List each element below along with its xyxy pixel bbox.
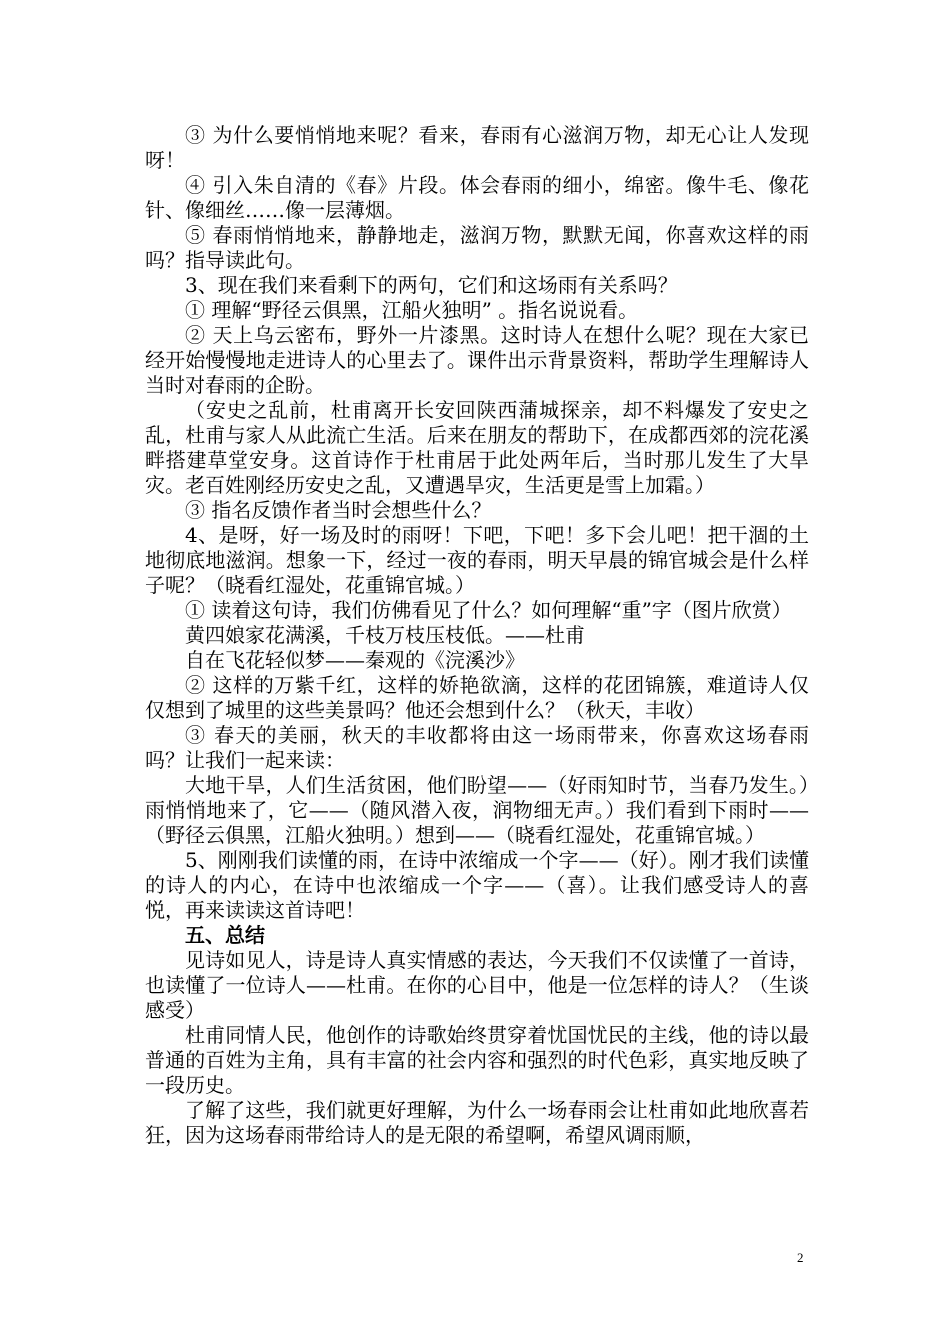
paragraph: ① 读着这句诗，我们仿佛看见了什么？如何理解“重”字（图片欣赏） [185,598,792,622]
paragraph: 黄四娘家花满溪，千枝万枝压枝低。——杜甫 [185,623,585,647]
paragraph: ② 天上乌云密布，野外一片漆黑。这时诗人在想什么呢？现在大家已经开始慢慢地走进诗人的心里去了。课件出示背景资料，帮助学生理解诗人当时对春雨的企盼。 [145,323,809,397]
paragraph: ② 这样的万紫千红，这样的娇艳欲滴，这样的花团锦簇，难道诗人仅仅想到了城里的这些美景吗？他还会想到什么？（秋天，丰收） [145,673,809,722]
section-heading: 五、总结 [185,923,265,947]
paragraph: ③ 指名反馈作者当时会想些什么？ [185,498,492,522]
paragraph: ③ 为什么要悄悄地来呢？看来，春雨有心滋润万物，却无心让人发现呀！ [145,123,809,172]
paragraph: 3、现在我们来看剩下的两句，它们和这场雨有关系吗？ [185,273,678,297]
paragraph: 自在飞花轻似梦——秦观的《浣溪沙》 [185,648,525,672]
paragraph: 了解了这些，我们就更好理解，为什么一场春雨会让杜甫如此地欣喜若狂，因为这场春雨带给诗人的是无限的希望啊，希望风调雨顺， [145,1098,809,1147]
paragraph: 大地干旱，人们生活贫困，他们盼望——（好雨知时节，当春乃发生。）雨悄悄地来了，它——（随风潜入夜，润物细无声。）我们看到下雨时——（野径云俱黑，江船火独明。）想到——（晓看红湿处，花重锦官城。） [145,773,809,847]
paragraph: （安史之乱前，杜甫离开长安回陕西蒲城探亲，却不料爆发了安史之乱，杜甫与家人从此流亡生活。后来在朋友的帮助下，在成都西郊的浣花溪畔搭建草堂安身。这首诗作于杜甫居于此处两年后，当时那儿发生了大旱灾。老百姓刚经历安史之乱，又遭遇旱灾，生活更是雪上加霜。） [145,398,809,497]
paragraph: ⑤ 春雨悄悄地来，静静地走，滋润万物，默默无闻，你喜欢这样的雨吗？指导读此句。 [145,223,809,272]
paragraph: 见诗如见人，诗是诗人真实情感的表达，今天我们不仅读懂了一首诗，也读懂了一位诗人——杜甫。在你的心目中，他是一位怎样的诗人？（生谈感受） [145,948,809,1022]
paragraph: ③ 春天的美丽，秋天的丰收都将由这一场雨带来，你喜欢这场春雨吗？让我们一起来读： [145,723,809,772]
paragraph: 5、刚刚我们读懂的雨，在诗中浓缩成一个字——（好）。刚才我们读懂的诗人的内心，在诗中也浓缩成一个字——（喜）。让我们感受诗人的喜悦，再来读读这首诗吧！ [145,848,809,922]
paragraph: ④ 引入朱自清的《春》片段。体会春雨的细小，绵密。像牛毛、像花针、像细丝……像一层薄烟。 [145,173,809,222]
paragraph: 4、是呀，好一场及时的雨呀！下吧，下吧！多下会儿吧！把干涸的土地彻底地滋润。想象一下，经过一夜的春雨，明天早晨的锦官城会是什么样子呢？（晓看红湿处，花重锦官城。） [145,523,809,597]
document-body [145,123,809,1148]
page-number: 2 [797,1250,804,1265]
paragraph: ① 理解“野径云俱黑，江船火独明” 。指名说说看。 [185,298,639,322]
paragraph: 杜甫同情人民，他创作的诗歌始终贯穿着忧国忧民的主线，他的诗以最普通的百姓为主角，具有丰富的社会内容和强烈的时代色彩，真实地反映了一段历史。 [145,1023,809,1097]
